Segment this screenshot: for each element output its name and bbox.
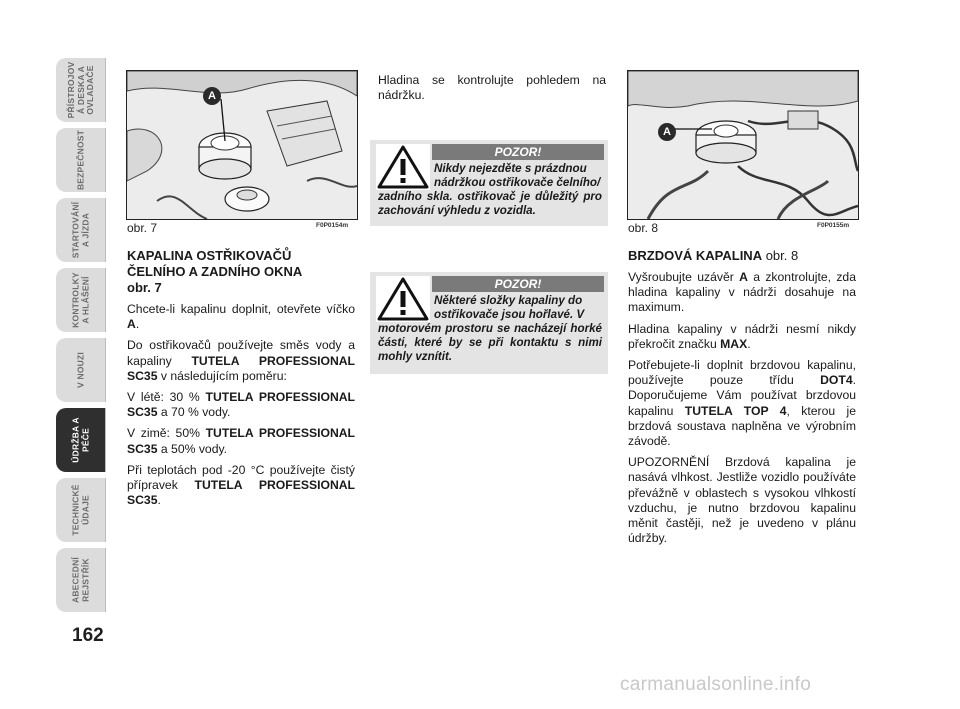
warning-line-2: nádržkou ostřikovače čelního/ [434,176,601,189]
warning-text [378,294,602,364]
page-number: 162 [72,625,104,646]
tab-label: V NOUZI [75,352,86,388]
text: . [135,317,140,332]
heading-ref: obr. 8 [762,248,799,263]
warning-text [378,162,602,218]
tab-abecedni-rejstrik[interactable] [56,548,106,612]
heading-line-1: KAPALINA OSTŘIKOVAČŮ [127,248,292,263]
warning-title: POZOR! [432,276,604,292]
text: a zkontrolujte, zda hladina kapaliny v nádrži dosahuje na maximum. [628,270,856,315]
warning-rest: zadního skla. ostřikovač je důležitý pro zachování výhledu z vozidla. [378,190,602,217]
figure-8-brake-reservoir [627,70,859,220]
bold-text: TUTELA PROFESSIONAL SC35 [127,353,355,383]
bold-text: TUTELA PROFESSIONAL SC35 [127,390,356,420]
text: . Doporučujeme Vám používat brzdovou kapalinu [628,373,856,418]
bold-text: MAX [720,336,748,351]
warning-line-1: Nikdy nejezděte s prázdnou [434,162,587,175]
tab-udrzba-active[interactable] [56,408,106,472]
warning-line-2: ostřikovače jsou hořlavé. V [434,308,585,321]
middle-intro: Hladina se kontrolujte pohledem na nádržku. [378,73,606,103]
text: . [747,336,751,351]
bold-text: A [127,317,136,332]
warning-rest: motorovém prostoru se nacházejí horké části, které by se při kontaktu s nimi mohly vznítit. [378,322,602,363]
text: V zimě: 50% [127,426,206,441]
text: Do ostřikovačů používejte směs vody a kapaliny [127,338,355,368]
figure-8-caption: obr. 8 [628,221,659,235]
tab-label: BEZPEČNOST [75,129,86,191]
text: . [157,493,161,508]
text: , kterou je brzdová soustava naplněna ve výrobním závodě. [628,403,856,449]
bold-text: TUTELA TOP 4 [684,403,787,418]
callout-a-fig7: A [203,87,221,105]
paragraph-3 [628,358,856,449]
text: v následujícím poměru: [157,368,287,383]
text: V létě: 30 % [127,390,206,405]
paragraph-1 [628,270,856,316]
heading-ref: obr. 7 [127,280,162,295]
paragraph-4: UPOZORNĚNÍ Brzdová kapalina je nasává vlhkost. Jestliže vozidlo používáte převážně v oblastech s vysokou vlhkostí vzduchu, je nutno brzdovou kapalinu měnit častěji, než je uvedeno v plánu údržby. [628,455,856,546]
text: Při teplotách pod -20 °C používejte čistý přípravek [127,462,355,493]
warning-box-1 [370,140,608,226]
bold-text: TUTELA PROFESSIONAL SC35 [127,478,355,508]
heading-text: BRZDOVÁ KAPALINA [628,248,763,263]
warning-title: POZOR! [432,144,604,160]
tab-pristrojova-deska[interactable] [56,58,106,122]
text: a 70 % vody. [157,405,231,420]
tab-label: TECHNICKÉ ÚDAJE [70,484,90,536]
paragraph-5 [127,463,355,509]
tab-label: PŘÍSTROJOV Á DESKA A OVLADAČE [65,61,95,119]
brake-fluid-heading [628,248,856,264]
text: a 50% vody. [157,441,228,456]
engine-bay-illustration-8 [628,71,858,219]
figure-7-code: F0P0154m [316,222,349,229]
heading-line-2: ČELNÍHO A ZADNÍHO OKNA [127,264,303,279]
paragraph-4 [127,426,355,456]
bold-text: DOT4 [820,373,853,388]
bold-text: TUTELA PROFESSIONAL SC35 [127,426,355,456]
figure-7-caption: obr. 7 [127,221,158,235]
paragraph-2 [127,338,355,384]
tab-bezpecnost[interactable] [56,128,106,192]
engine-bay-illustration-7 [127,71,357,219]
bold-text: A [739,270,748,284]
tab-technicke-udaje[interactable] [56,478,106,542]
warning-box-2 [370,272,608,374]
text: Hladina kapaliny v nádrži nesmí nikdy překročit značku [628,321,856,351]
tab-label: KONTROLKY A HLÁŠENÍ [70,272,90,328]
right-column [628,248,856,552]
text: Chcete-li kapalinu doplnit, otevřete víčko [127,302,355,316]
text: Potřebujete-li doplnit brzdovou kapalinu, používejte pouze třídu [628,358,856,388]
tab-label: ABECEDNÍ REJSTŘÍK [70,557,90,603]
tab-label: ÚDRŽBA A PÉČE [70,417,90,463]
callout-a-fig8: A [658,123,676,141]
figure-8-code: F0P0155m [817,222,850,229]
tab-kontrolky[interactable] [56,268,106,332]
paragraph-3 [127,390,355,420]
left-column [127,248,355,514]
washer-fluid-heading [127,248,355,296]
paragraph-2 [628,322,856,352]
watermark: carmanualsonline.info [620,674,812,695]
tab-label: STARTOVÁNÍ A JÍZDA [70,201,90,259]
paragraph-1 [127,302,355,332]
warning-line-1: Některé složky kapaliny do [434,294,583,307]
tab-startovani[interactable] [56,198,106,262]
text: Vyšroubujte uzávěr [628,270,740,284]
tab-v-nouzi[interactable] [56,338,106,402]
figure-7-washer-reservoir [126,70,358,220]
